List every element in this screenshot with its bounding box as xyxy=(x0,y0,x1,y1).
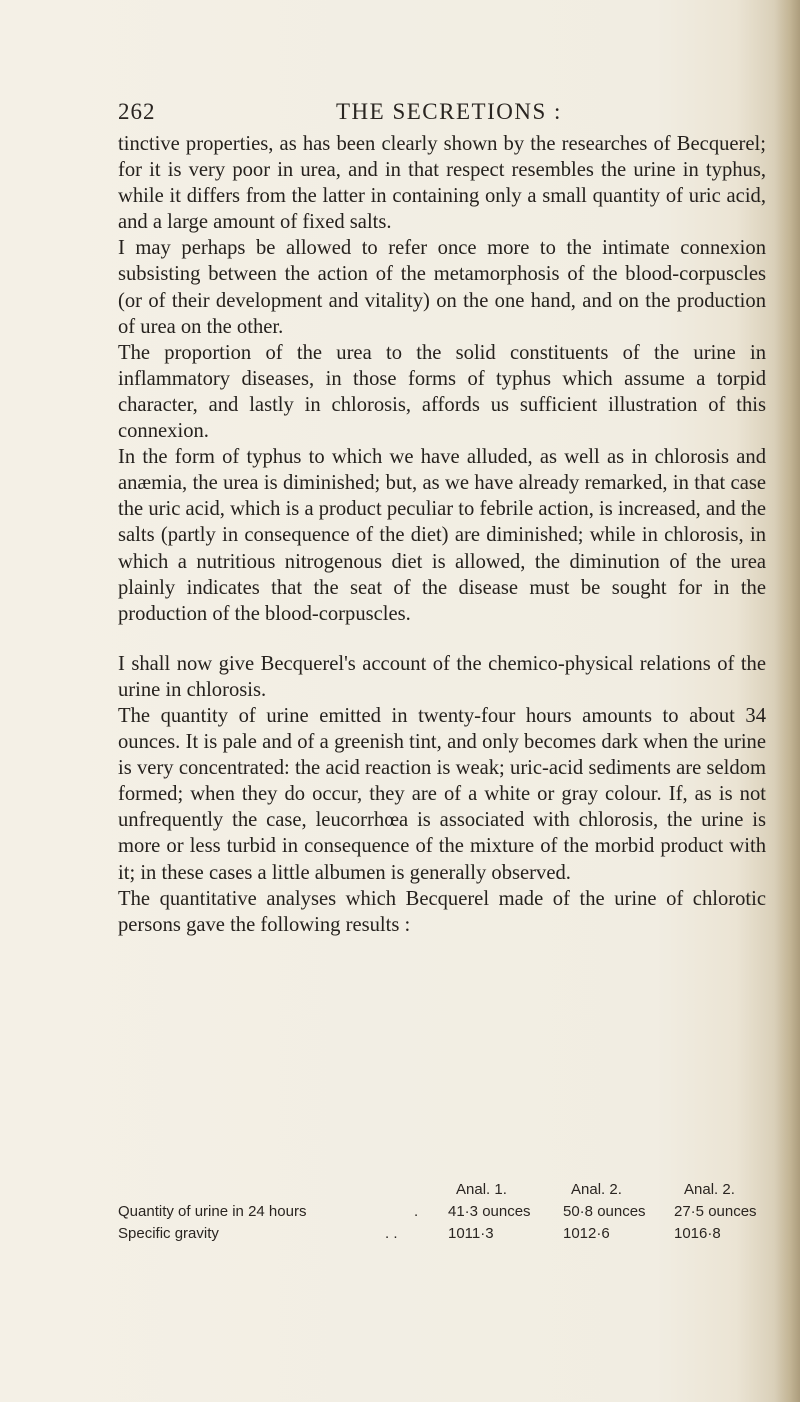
table-header-cell: Anal. 2. xyxy=(571,1181,622,1198)
paragraph: In the form of typhus to which we have alluded, as well as in chlorosis and anæmia, the urea is diminished; but, as we have already remarked, in that case the uric acid, which is a product peculiar to febrile action, is increased, and the salts (partly in consequence of the diet) are diminished; while in chlorosis, in which a nutritious nitrogenous diet is allowed, the diminution of the urea plainly indicates that the seat of the disease must be sought for in the production of the blood-corpuscles. xyxy=(118,446,766,625)
row-leader: . . xyxy=(385,1225,398,1242)
table-cell: 41·3 ounces xyxy=(448,1203,531,1220)
table-cell: 1011·3 xyxy=(448,1225,494,1242)
page-number: 262 xyxy=(118,99,156,124)
table-cell: 50·8 ounces xyxy=(563,1203,646,1220)
paragraph: The quantitative analyses which Becquerel made of the urine of chlorotic persons gave the following results : xyxy=(118,887,766,936)
paragraph: tinctive properties, as has been clearly shown by the researches of Becquerel; for it is very poor in urea, and in that respect resembles the urine in typhus, while it differs from the latter in containing only a small quantity of uric acid, and a large amount of fixed salts. xyxy=(118,133,766,234)
table-row xyxy=(118,1203,778,1225)
running-title: THE SECRETIONS : xyxy=(336,99,562,124)
table-cell: 1016·8 xyxy=(674,1225,721,1242)
running-header xyxy=(118,99,758,129)
table-row xyxy=(118,1225,778,1247)
paragraph: The quantity of urine emitted in twenty-four hours amounts to about 34 ounces. It is pale and of a greenish tint, and only becomes dark when the urine is very concentrated: the acid reaction is weak; uric-acid sediments are seldom formed; when they do occur, they are of a white or gray colour. If, as is not unfrequently the case, leucorrhœa is associated with chlorosis, the urine is more or less turbid in consequence of the mixture of the morbid product with it; in these cases a little albumen is generally observed. xyxy=(118,704,766,884)
paragraph: The proportion of the urea to the solid constituents of the urine in inflammatory diseases, in those forms of typhus which assume a torpid character, and lastly in chlorosis, affords us sufficient illustration of this connexion. xyxy=(118,341,766,443)
row-leader: . xyxy=(414,1203,419,1220)
table-cell: 1012·6 xyxy=(563,1225,610,1242)
analysis-table xyxy=(118,1181,778,1247)
row-label: Quantity of urine in 24 hours xyxy=(118,1203,307,1220)
paragraph: I shall now give Becquerel's account of the chemico-physical relations of the urine in chlorosis. xyxy=(118,652,766,701)
body-text xyxy=(118,131,766,938)
table-cell: 27·5 ounces xyxy=(674,1203,757,1220)
paragraph: I may perhaps be allowed to refer once more to the intimate connexion subsisting between the action of the metamorphosis of the blood-corpuscles (or of their development and vitality) on the one hand, and on the production of urea on the other. xyxy=(118,237,766,338)
table-header-cell: Anal. 2. xyxy=(684,1181,735,1198)
table-header-row xyxy=(118,1181,778,1203)
row-label: Specific gravity xyxy=(118,1225,219,1242)
table-header-cell: Anal. 1. xyxy=(456,1181,507,1198)
